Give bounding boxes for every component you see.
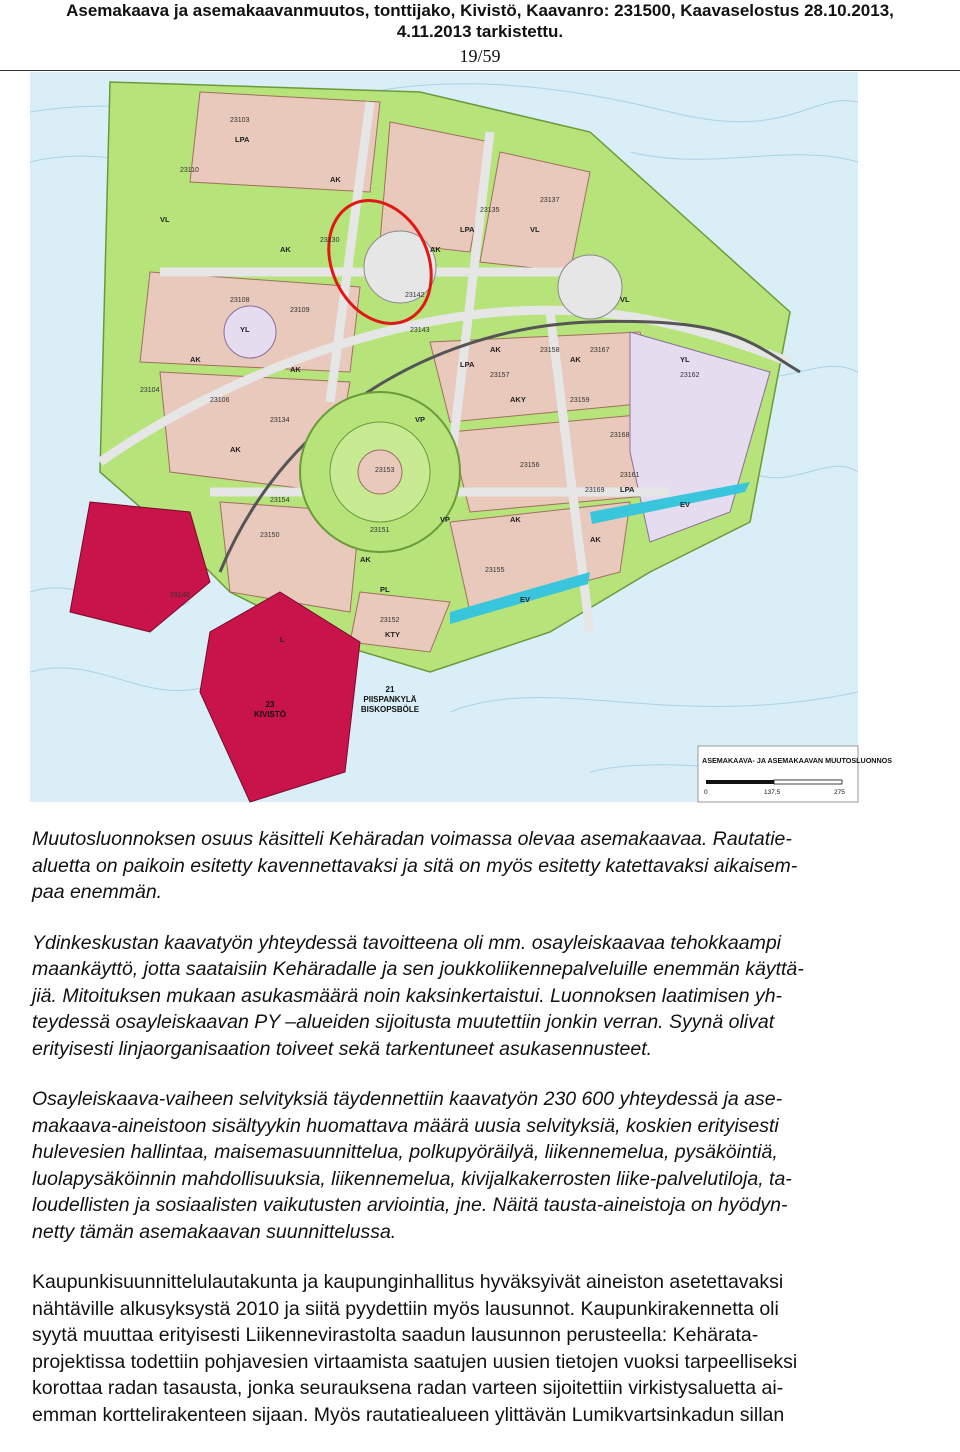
zone-label: VL	[620, 295, 630, 304]
zone-label: VP	[440, 515, 451, 524]
block-label: 23151	[370, 527, 390, 534]
text-line: teydessä osayleiskaavan PY –alueiden sijoitusta muutettiin jonkin verran. Syynä olivat	[32, 1011, 775, 1033]
zone-label: EV	[520, 595, 531, 604]
map-title: ASEMAKAAVA- JA ASEMAKAAVAN MUUTOSLUONNOS	[702, 756, 893, 765]
zone-label: VL	[160, 215, 170, 224]
block-label: 23150	[260, 532, 280, 539]
text-line: Muutosluonnoksen osuus käsitteli Kehäradan voimassa olevaa asemakaavaa. Rautatie-	[32, 828, 792, 850]
page-number: 19/59	[459, 46, 501, 66]
block-label: 23168	[610, 432, 630, 439]
zone-label: AK	[510, 515, 521, 524]
text-line: netty tämän asemakaavan suunnittelussa.	[32, 1220, 397, 1243]
scale-label: 0	[704, 789, 708, 796]
text-line: emman korttelirakenteen sijaan. Myös rautatiealueen ylittävän Lumikvartsinkadun sillan	[32, 1403, 785, 1426]
zone-label: YL	[240, 325, 250, 334]
block-label: 23157	[490, 372, 510, 379]
text-line: syytä muuttaa erityisesti Liikennevirastolta saadun lausunnon perusteella: Kehärata-	[32, 1324, 759, 1346]
zone-label: AK	[490, 345, 501, 354]
scale-label: 275	[834, 789, 845, 796]
text-line: Ydinkeskustan kaavatyön yhteydessä tavoitteena oli mm. osayleiskaavaa tehokkaampi	[32, 931, 781, 954]
scale-label: 137,5	[764, 789, 781, 796]
zone-label: VP	[415, 415, 426, 424]
text-line: loudellisten ja sosiaalisten vaikutusten arviointia, jne. Näitä tausta-aineistoja on hyödyn-	[32, 1194, 788, 1216]
piispankyla-name: PIISPANKYLÄ	[363, 695, 417, 704]
paragraph-3	[32, 1086, 932, 1245]
block-label: 23154	[270, 497, 290, 504]
block-label: 23109	[290, 307, 310, 314]
zone-label: PL	[380, 585, 390, 594]
zone-label: AK	[570, 355, 581, 364]
header-title-line1: Asemakaava ja asemakaavanmuutos, tonttijako, Kivistö, Kaavanro: 231500, Kaavaselostus 28.10.2013,	[66, 1, 894, 20]
zone-label: AK	[430, 245, 441, 254]
zone-label: L	[280, 635, 285, 644]
block-label: 23103	[230, 117, 250, 124]
block-label: 23142	[405, 292, 425, 299]
zone-label: AK	[330, 175, 341, 184]
text-line: erityisesti linjaorganisaation toiveet sekä tarkentuneet asukasennusteet.	[32, 1037, 653, 1060]
block-label: 23143	[410, 327, 430, 334]
text-line: Kaupunkisuunnittelulautakunta ja kaupunginhallitus hyväksyivät aineiston asetettavaksi	[32, 1271, 784, 1293]
zone-label: AKY	[510, 395, 526, 404]
block-label: 23159	[570, 397, 590, 404]
header-title-line2: 4.11.2013 tarkistettu.	[396, 22, 564, 41]
piispankyla-number: 21	[385, 685, 395, 694]
text-line: jiä. Mitoituksen mukaan asukasmäärä noin kaksinkertaistui. Luonnoksen laatimisen yh-	[32, 984, 783, 1007]
piispankyla-swedish-name: BISKOPSBÖLE	[360, 705, 420, 714]
text-line: nähtäville alkusyksystä 2010 ja siitä pyydettiin myös lausunnot. Kaupunkirakennetta oli	[32, 1297, 779, 1320]
western-commercial-area	[70, 502, 210, 632]
zone-label: AK	[290, 365, 301, 374]
block-label: 23169	[585, 487, 605, 494]
block-label: 23161	[620, 472, 640, 479]
text-line: paa enemmän.	[32, 881, 163, 903]
paragraph-2	[32, 930, 932, 1063]
zone-label: AK	[190, 355, 201, 364]
block-label: 23153	[375, 467, 395, 474]
text-line: projektissa todettiin pohjavesien virtaamista saatujen uusien tietojen vuoksi tarpeelliseksi	[32, 1350, 798, 1373]
zone-label: AK	[590, 535, 601, 544]
paragraph-1	[32, 826, 932, 906]
zone-label: AK	[230, 445, 241, 454]
block-label: 23156	[520, 462, 540, 469]
text-line: maankäyttö, jotta saataisiin Kehäradalle ja sen joukkoliikennepalveluille enemmän käyttä-	[32, 958, 804, 980]
block-label: 23152	[380, 617, 400, 624]
zone-label: LPA	[460, 225, 475, 234]
zone-label: VL	[530, 225, 540, 234]
block-label: 23148	[170, 592, 190, 599]
kivisto-number: 23	[265, 700, 275, 709]
zone-label: EV	[680, 500, 691, 509]
block-label: 23167	[590, 347, 610, 354]
block-label: 23162	[680, 372, 700, 379]
zone-label: AK	[360, 555, 371, 564]
text-line: Osayleiskaava-vaiheen selvityksiä täydennettiin kaavatyön 230 600 yhteydessä ja ase-	[32, 1088, 783, 1110]
block-label: 23135	[480, 207, 500, 214]
zone-label: LPA	[460, 360, 475, 369]
text-line: makaava-aineistoon sisältyykin huomattava määrä uusia selvityksiä, koskien erityisesti	[32, 1114, 779, 1137]
block-label: 23137	[540, 197, 560, 204]
block-label: 23155	[485, 567, 505, 574]
zone-label: LPA	[620, 485, 635, 494]
text-line: aluetta on paikoin esitetty kavennettavaksi ja sitä on myös esitetty katettavaksi aikaisem-	[32, 854, 798, 877]
text-line: hulevesien hallintaa, maisemasuunnittelua, polkupyöräilyä, liikennemelua, pysäköintiä,	[32, 1141, 778, 1163]
map-title-box	[698, 746, 892, 802]
page-header	[0, 0, 960, 67]
block-label: 23108	[230, 297, 250, 304]
zone-label: YL	[680, 355, 690, 364]
text-line: korottaa radan tasausta, jonka seurauksena radan varteen sijoitettiin virkistysaluetta ai-	[32, 1377, 784, 1399]
zone-label: KTY	[385, 630, 400, 639]
zone-label: LPA	[235, 135, 250, 144]
block-label: 23110	[180, 167, 199, 174]
block-label: 23130	[320, 237, 340, 244]
zone-label: AK	[280, 245, 291, 254]
map-drawing	[30, 72, 893, 802]
paragraph-4	[32, 1269, 932, 1428]
text-line: luolapysäköinnin mahdollisuuksia, liikennemelua, kivijalkakerrosten liike-palvelutiloja, ta-	[32, 1167, 792, 1190]
header-divider	[0, 70, 960, 71]
block-label: 23134	[270, 417, 290, 424]
block-label: 23106	[210, 397, 230, 404]
zoning-plan-map	[30, 72, 893, 802]
block-label: 23158	[540, 347, 560, 354]
block-label: 23104	[140, 387, 160, 394]
body-text	[32, 826, 932, 1452]
kivisto-name: KIVISTÖ	[253, 710, 287, 719]
